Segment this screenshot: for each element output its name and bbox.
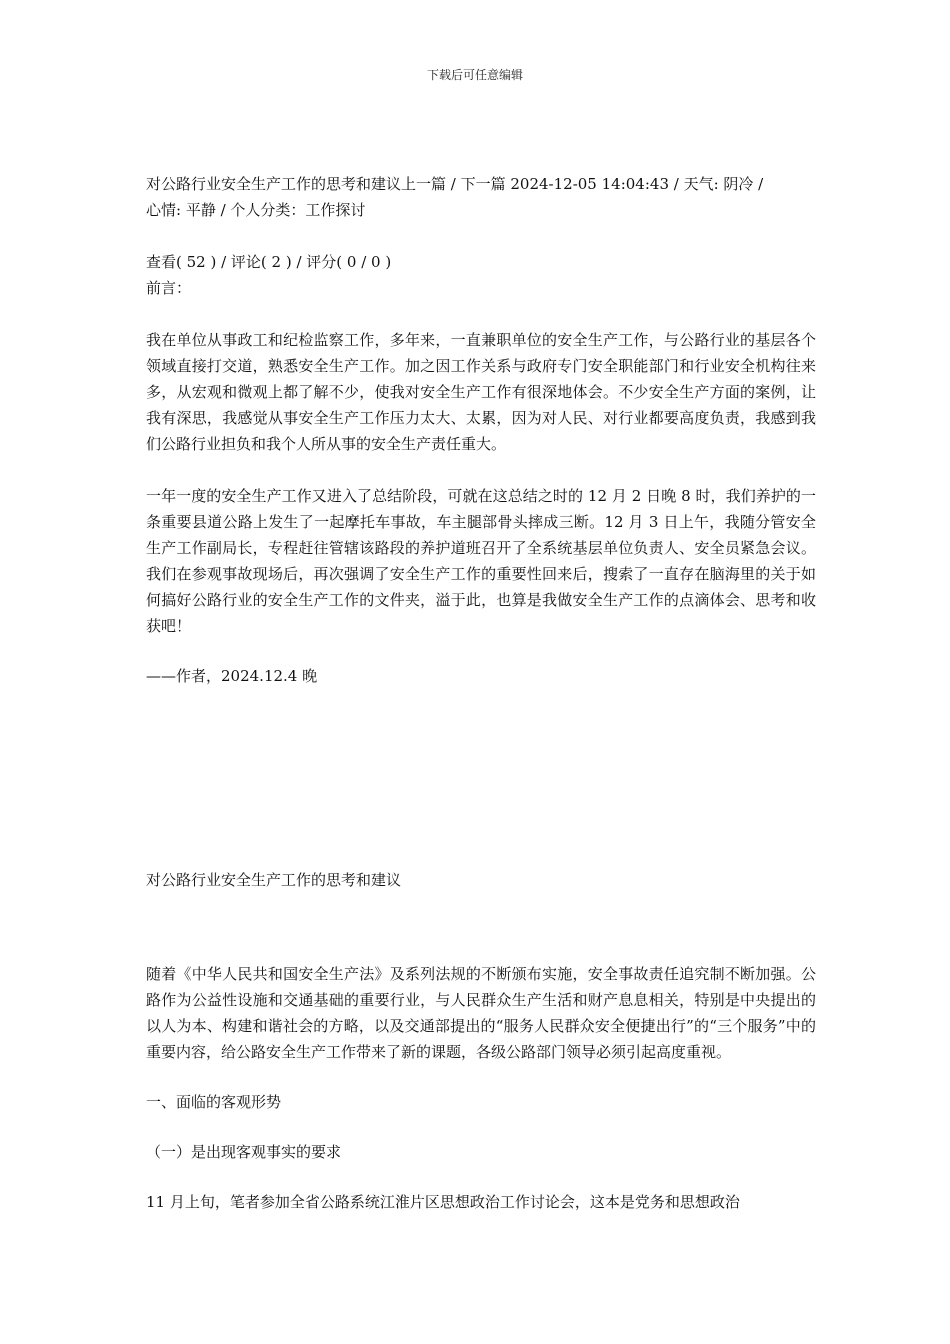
article-paragraph-truncated: 11 月上旬，笔者参加全省公路系统江淮片区思想政治工作讨论会，这本是党务和思想政治: [146, 1193, 740, 1211]
post-stats: 查看( 52 ) / 评论( 2 ) / 评分( 0 / 0 ): [146, 253, 392, 271]
preface-paragraph-2: 一年一度的安全生产工作又进入了总结阶段，可就在这总结之时的 12 月 2 日晚 8 时，我们养护的一条重要县道公路上发生了一起摩托车事故，车主腿部骨头摔成三断。12 月 3 日上午，我随分管安全生产工作副局长，专程赶往管辖该路段的养护道班召开了全系统基层单位负责人、安全员紧急会议。我们在参观事故现场后，再次强调了安全生产工作的重要性回来后，搜索了一直存在脑海里的关于如何搞好公路行业的安全生产工作的文件夹，溢于此，也算是我做安全生产工作的点滴体会、思考和收获吧！: [146, 487, 816, 635]
article-title: 对公路行业安全生产工作的思考和建议: [146, 871, 402, 889]
subsection-heading-1: （一）是出现客观事实的要求: [146, 1143, 342, 1161]
preface-signature: ——作者，2024.12.4 晚: [146, 667, 318, 685]
post-meta-line-1: 对公路行业安全生产工作的思考和建议上一篇 / 下一篇 2024-12-05 14:04:43 / 天气: 阴冷 /: [146, 175, 764, 193]
preface-label: 前言：: [146, 279, 192, 297]
document-body: [146, 171, 816, 1215]
page-header-note: 下载后可任意编辑: [426, 68, 523, 82]
preface-paragraph-1: 我在单位从事政工和纪检监察工作，多年来，一直兼职单位的安全生产工作，与公路行业的基层各个领域直接打交道，熟悉安全生产工作。加之因工作关系与政府专门安全职能部门和行业安全机构往来多，从宏观和微观上都了解不少，使我对安全生产工作有很深地体会。不少安全生产方面的案例，让我有深思，我感觉从事安全生产工作压力太大、太累，因为对人民、对行业都要高度负责，我感到我们公路行业担负和我个人所从事的安全生产责任重大。: [146, 331, 816, 453]
article-intro-paragraph: 随着《中华人民共和国安全生产法》及系列法规的不断颁布实施，安全事故责任追究制不断加强。公路作为公益性设施和交通基础的重要行业，与人民群众生产生活和财产息息相关，特别是中央提出的以人为本、构建和谐社会的方略，以及交通部提出的“服务人民群众安全便捷出行”的“三个服务”中的重要内容，给公路安全生产工作带来了新的课题，各级公路部门领导必须引起高度重视。: [146, 965, 816, 1061]
post-meta-line-2: 心情: 平静 / 个人分类：工作探讨: [146, 201, 366, 219]
section-heading-1: 一、面临的客观形势: [146, 1093, 282, 1111]
